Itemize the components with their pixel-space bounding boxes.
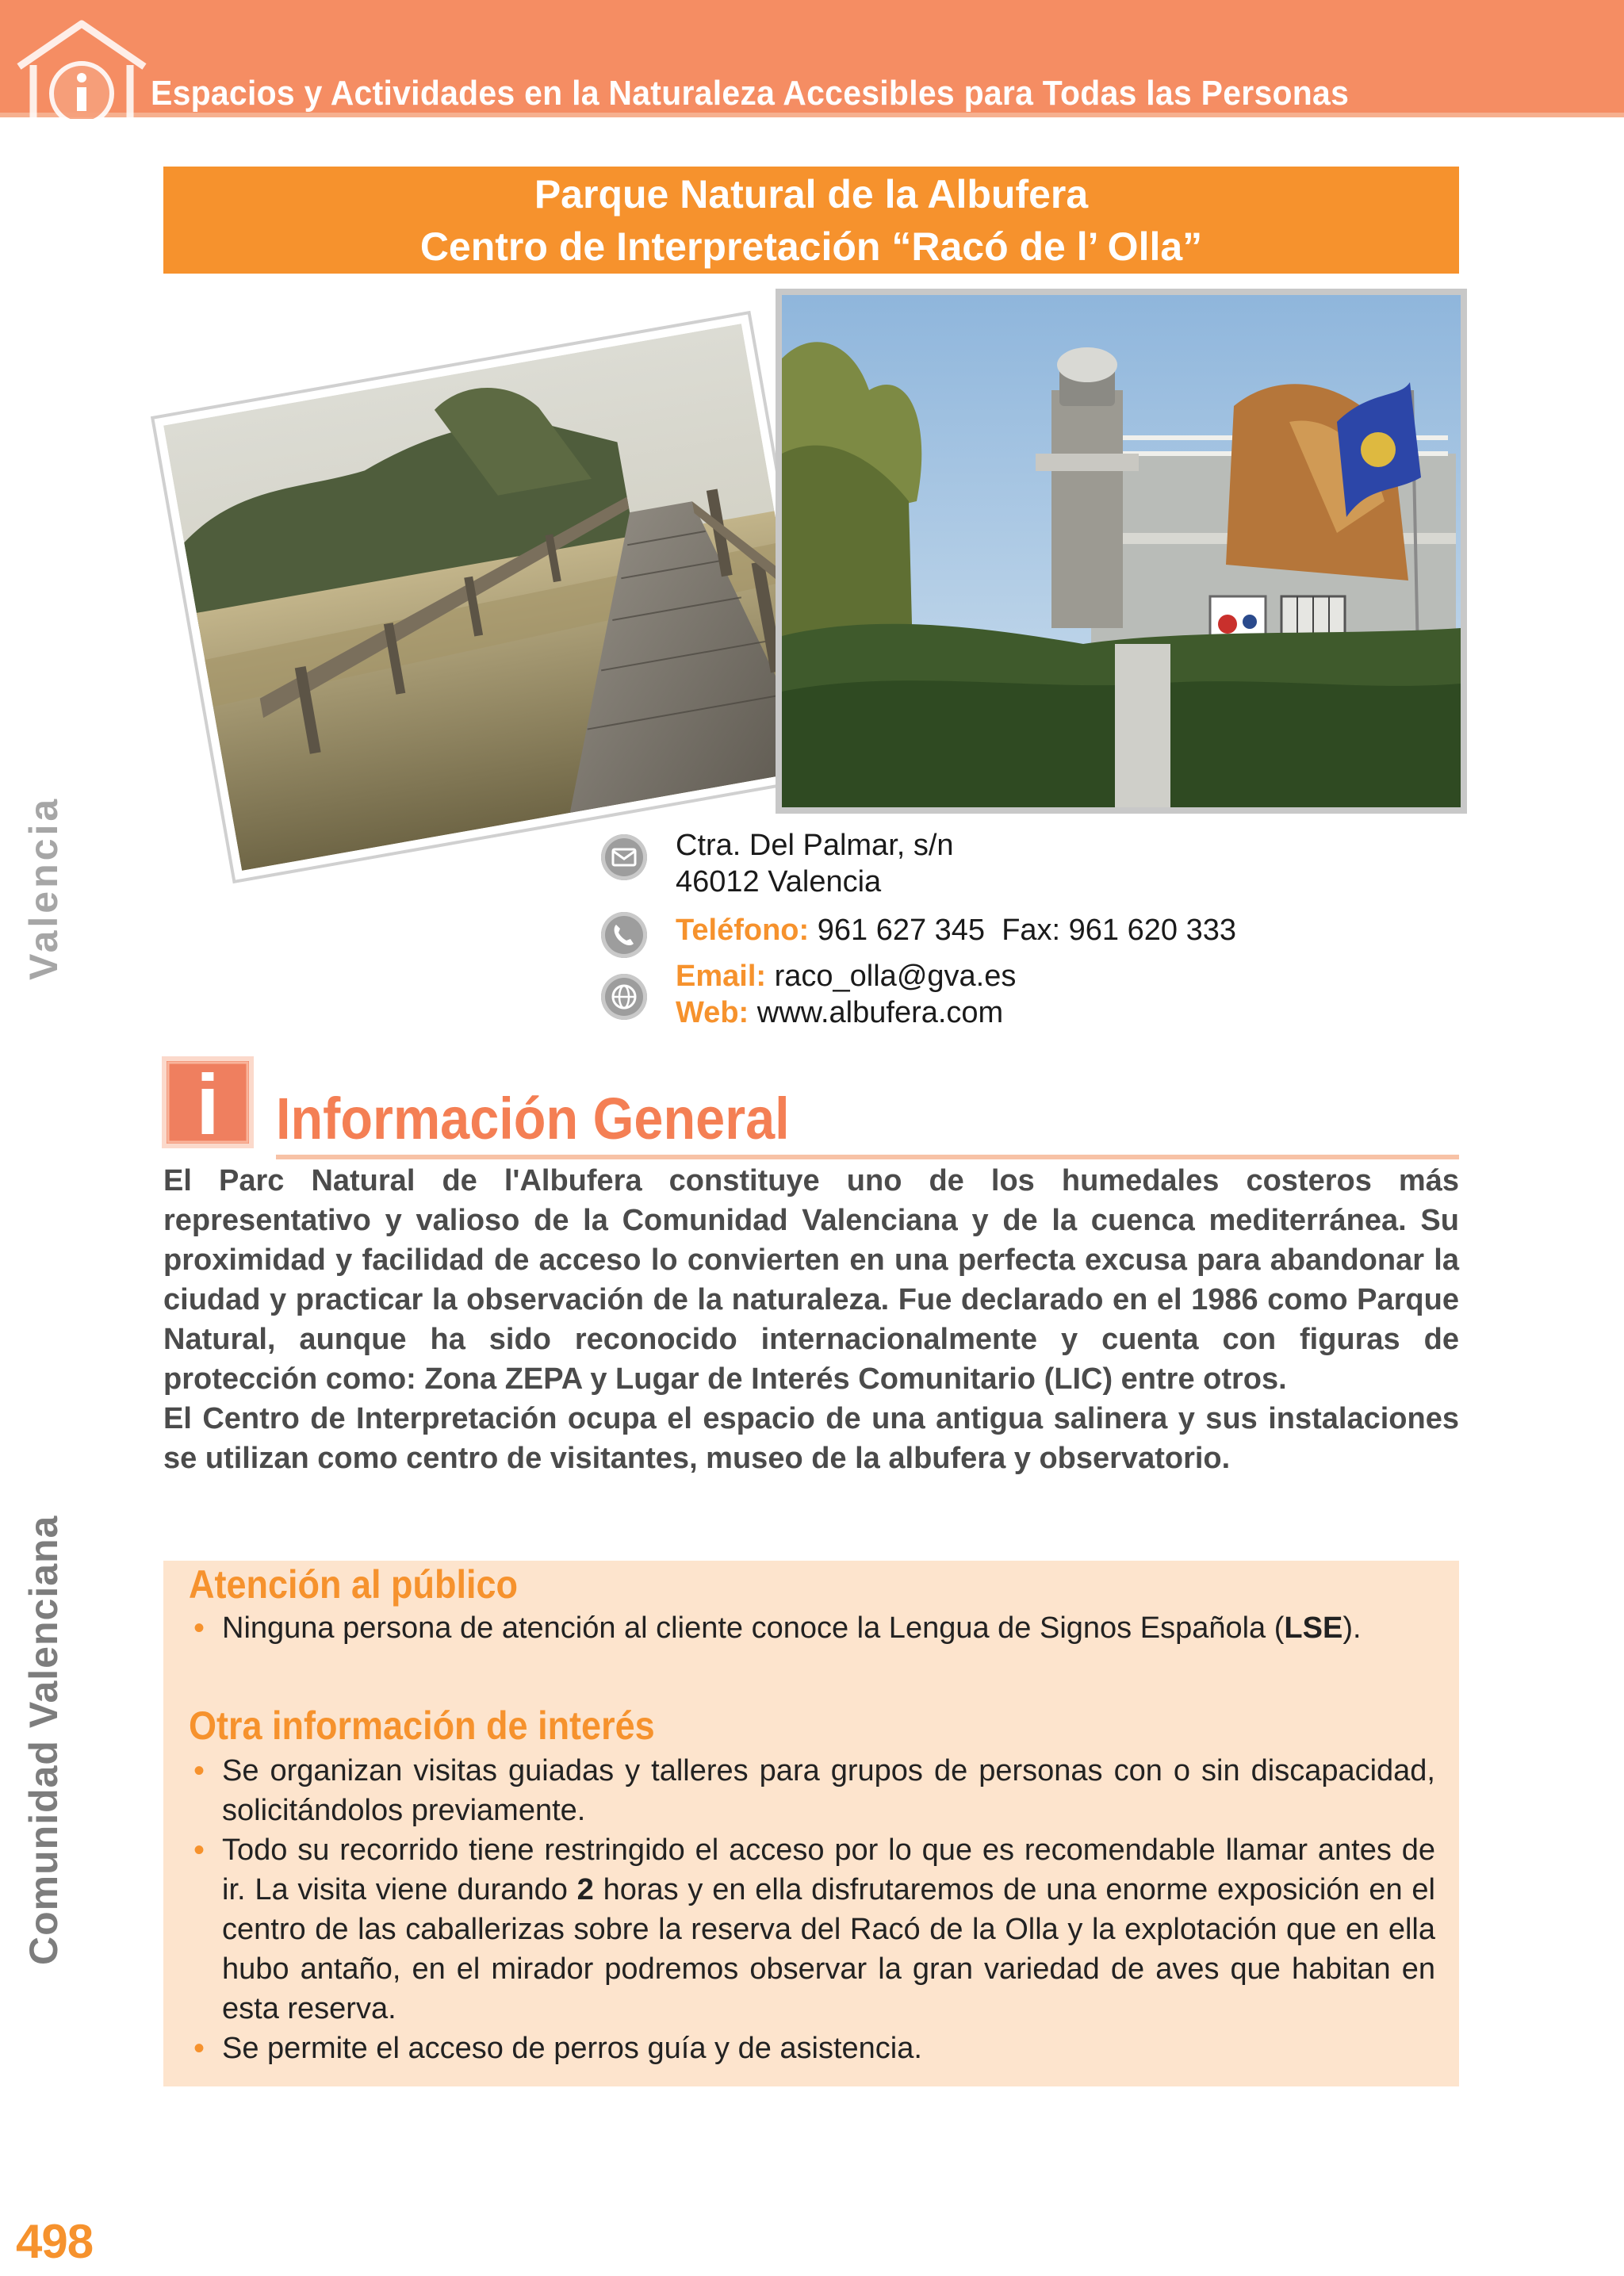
list-item bbox=[189, 1830, 1435, 2029]
house-info-icon bbox=[11, 17, 152, 119]
phone-label: Teléfono: bbox=[676, 914, 810, 947]
list-item: • Se permite el acceso de perros guía y de asistencia. bbox=[189, 2029, 1435, 2068]
attention-info-box bbox=[163, 1561, 1459, 2086]
web-line bbox=[676, 994, 1003, 1031]
envelope-icon bbox=[601, 834, 647, 880]
info-paragraph-1: El Parc Natural de l'Albufera constituye uno de los humedales costeros más representativo y valioso de la Comunidad Valenciana y de la cuenca mediterránea. Su proximidad y facilidad de acceso lo convierten en una perfecta excusa para abandonar la ciudad y practicar la observación de la naturaleza. Fue declarado en el 1986 como Parque Natural, aunque ha sido reconocido internacionalmente y cuenta con figuras de protección como: Zona ZEPA y Lugar de Interés Comunitario (LIC) entre otros. bbox=[163, 1164, 1459, 1396]
attention-list bbox=[189, 1608, 1435, 1648]
email-link[interactable]: raco_olla@gva.es bbox=[774, 960, 1017, 993]
interpretation-center-photo bbox=[782, 295, 1461, 807]
title-line-1: Parque Natural de la Albufera bbox=[534, 171, 1089, 216]
email-line bbox=[676, 958, 1016, 994]
title-banner bbox=[163, 167, 1459, 274]
email-label: Email: bbox=[676, 960, 767, 993]
info-badge-letter: i bbox=[195, 1056, 220, 1148]
side-label-city: Valencia bbox=[21, 795, 66, 980]
web-label: Web: bbox=[676, 996, 749, 1029]
address-line-1: Ctra. Del Palmar, s/n bbox=[676, 829, 954, 862]
address-line-2: 46012 Valencia bbox=[676, 865, 882, 899]
list-item: • Se organizan visitas guiadas y talleres para grupos de personas con o sin discapacidad, solicitándolos previamente. bbox=[189, 1751, 1435, 1830]
section-heading-general-info: Información General bbox=[276, 1086, 790, 1151]
list-item-text: ). bbox=[1342, 1611, 1362, 1645]
list-item bbox=[189, 1608, 1435, 1648]
fax-label: Fax: bbox=[1002, 914, 1061, 947]
list-item-text: Todo su recorrido tiene restringido el acceso por lo que es recomendable llamar antes de ir. La visita viene durando bbox=[222, 1833, 1435, 1906]
phone-value: 961 627 345 bbox=[817, 914, 986, 947]
general-info-text bbox=[163, 1161, 1459, 1478]
page-number: 498 bbox=[16, 2215, 94, 2268]
globe-icon bbox=[601, 974, 647, 1020]
list-item-bold: 2 bbox=[576, 1873, 594, 1906]
other-info-list bbox=[189, 1751, 1435, 2068]
web-link[interactable]: www.albufera.com bbox=[756, 996, 1004, 1029]
fax-value: 961 620 333 bbox=[1068, 914, 1236, 947]
list-item-text: Ninguna persona de atención al cliente conoce la Lengua de Signos Española ( bbox=[222, 1611, 1285, 1645]
section-heading-other-info: Otra información de interés bbox=[189, 1703, 655, 1748]
list-item-bold: LSE bbox=[1284, 1611, 1343, 1645]
section-heading-attention: Atención al público bbox=[189, 1562, 519, 1607]
title-line-2: Centro de Interpretación “Racó de l’ Olla” bbox=[419, 224, 1203, 269]
boardwalk-photo bbox=[163, 324, 820, 871]
heading-underline bbox=[276, 1155, 1459, 1159]
side-label-region: Comunidad Valenciana bbox=[21, 1515, 66, 1965]
list-item-text: horas y en ella disfrutaremos de una enorme exposición en el centro de las caballerizas sobre la reserva del Racó de la Olla y la explotación que en ella hubo antaño, en el mirador podremos observar la gran variedad de aves que habitan en esta reserva. bbox=[222, 1873, 1435, 2025]
info-paragraph-2: El Centro de Interpretación ocupa el espacio de una antigua salinera y sus instalaciones se utilizan como centro de visitantes, museo de la albufera y observatorio. bbox=[163, 1402, 1459, 1475]
info-badge-icon bbox=[162, 1056, 254, 1148]
phone-fax-line bbox=[676, 912, 1236, 948]
phone-icon bbox=[601, 912, 647, 958]
header-title: Espacios y Actividades en la Naturaleza Accesibles para Todas las Personas bbox=[151, 74, 1350, 113]
